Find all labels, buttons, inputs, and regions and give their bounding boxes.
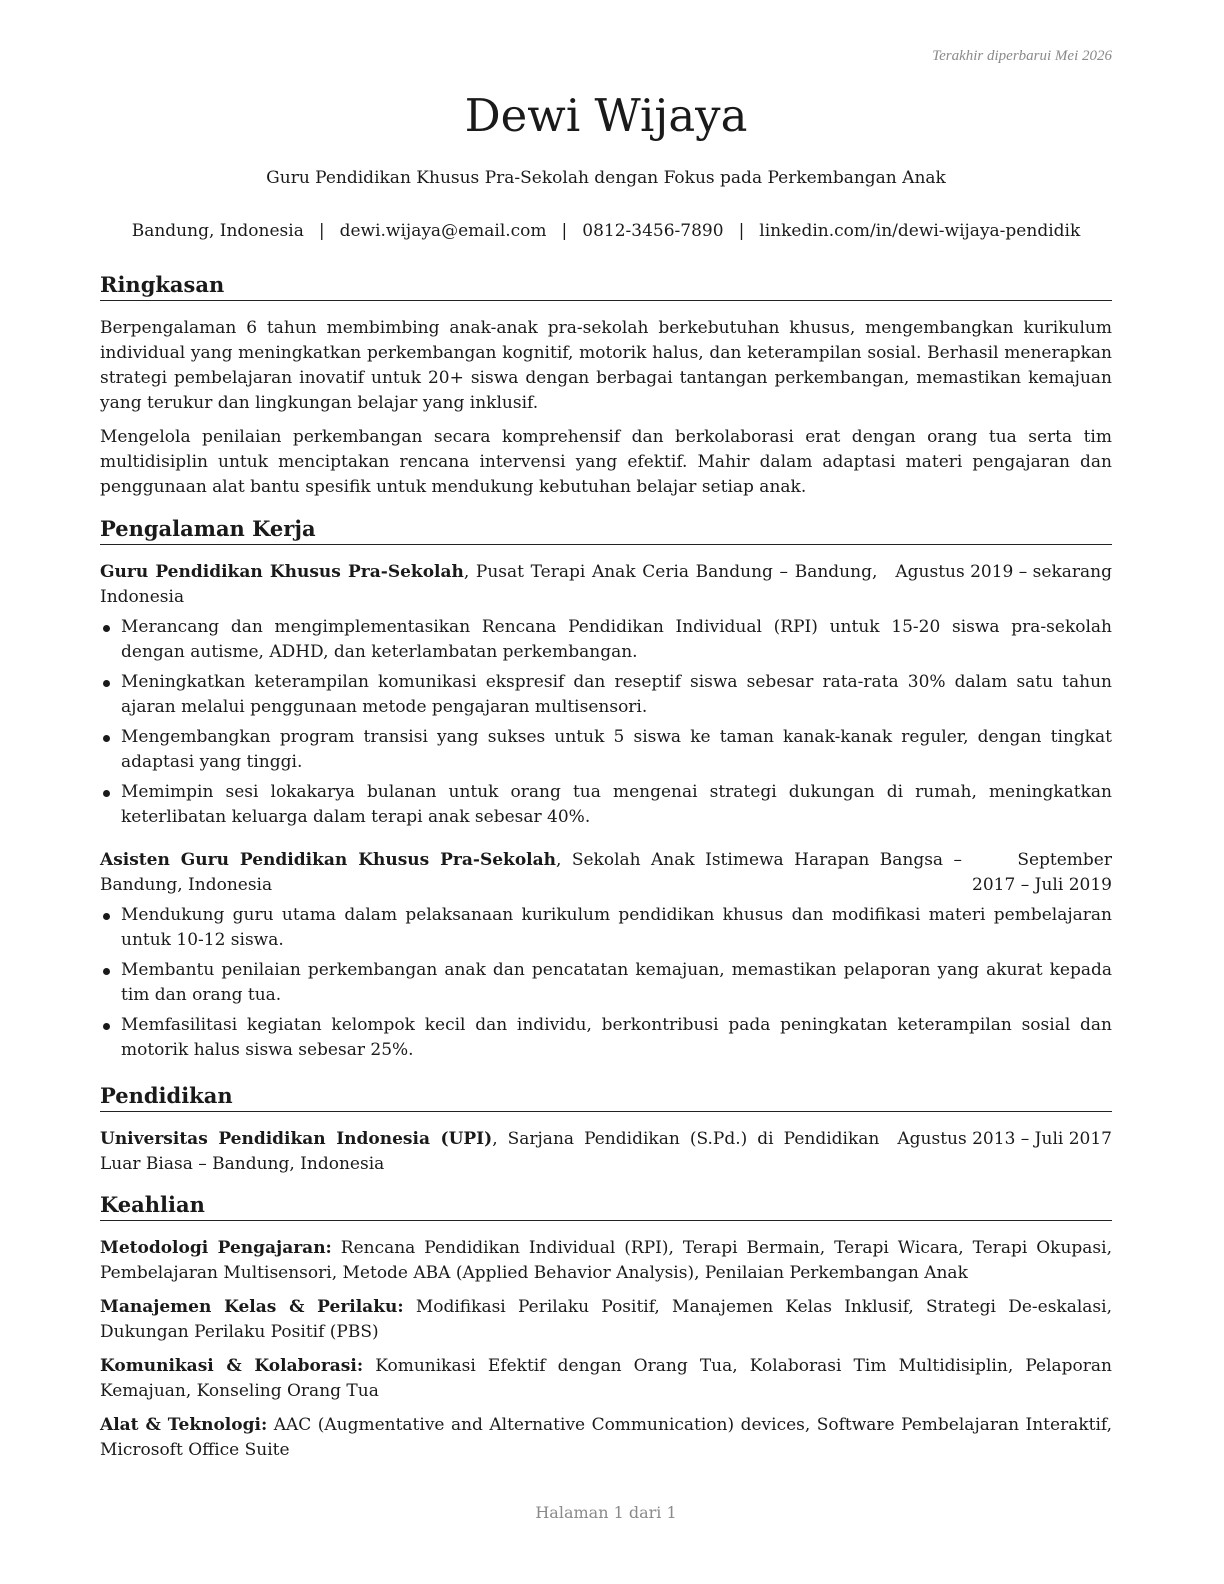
section-title-skills: Keahlian: [100, 1191, 1112, 1221]
education-dates: Agustus 2013 – Juli 2017: [897, 1129, 1112, 1149]
contact-location: Bandung, Indonesia: [131, 221, 304, 241]
section-title-education: Pendidikan: [100, 1082, 1112, 1112]
job-bullet: Meningkatkan keterampilan komunikasi ekspresif dan reseptif siswa sebesar rata-rata 30% dalam satu tahun ajaran melalui penggunaan metode pengajaran multisensori.: [100, 670, 1112, 720]
job-bullet: Mengembangkan program transisi yang sukses untuk 5 siswa ke taman kanak-kanak reguler, dengan tingkat adaptasi yang tinggi.: [100, 725, 1112, 775]
contact-separator: |: [738, 221, 745, 241]
section-title-summary: Ringkasan: [100, 271, 1112, 301]
skill-text: Modifikasi Perilaku Positif, Manajemen Kelas Inklusif, Strategi De-eskalasi, Dukungan Perilaku Positif (PBS): [100, 1297, 1112, 1342]
candidate-tagline: Guru Pendidikan Khusus Pra-Sekolah dengan Fokus pada Perkembangan Anak: [266, 168, 946, 188]
summary-paragraph: Berpengalaman 6 tahun membimbing anak-anak pra-sekolah berkebutuhan khusus, mengembangkan kurikulum individual yang meningkatkan perkembangan kognitif, motorik halus, dan keterampilan sosial. Berhasil menerapkan strategi pembelajaran inovatif untuk 20+ siswa dengan berbagai tantangan perkembangan, memastikan kemajuan yang terukur dan lingkungan belajar yang inklusif.: [100, 318, 1112, 413]
job-bullet: Mendukung guru utama dalam pelaksanaan kurikulum pendidikan khusus dan modifikasi materi pembelajaran untuk 10-12 siswa.: [100, 903, 1112, 953]
job-bullets: [100, 615, 1112, 830]
job-bullet: Memfasilitasi kegiatan kelompok kecil dan individu, berkontribusi pada peningkatan keterampilan sosial dan motorik halus siswa sebesar 25%.: [100, 1013, 1112, 1063]
job-organization: , Pusat Terapi Anak Ceria Bandung – Bandung, Indonesia: [100, 562, 878, 607]
job-role: Asisten Guru Pendidikan Khusus Pra-Sekolah: [100, 850, 556, 870]
job-entry: [100, 848, 1112, 1063]
education-degree: , Sarjana Pendidikan (S.Pd.) di Pendidikan Luar Biasa – Bandung, Indonesia: [100, 1129, 880, 1174]
job-bullets: [100, 903, 1112, 1063]
skill-label: Metodologi Pengajaran:: [100, 1238, 332, 1258]
skill-text: Komunikasi Efektif dengan Orang Tua, Kolaborasi Tim Multidisiplin, Pelaporan Kemajuan, Konseling Orang Tua: [100, 1356, 1112, 1401]
skill-group: [100, 1413, 1112, 1463]
skill-group: [100, 1236, 1112, 1286]
skill-text: AAC (Augmentative and Alternative Communication) devices, Software Pembelajaran Interaktif, Microsoft Office Suite: [100, 1415, 1112, 1460]
skill-text: Rencana Pendidikan Individual (RPI), Terapi Bermain, Terapi Wicara, Terapi Okupasi, Pembelajaran Multisensori, Metode ABA (Applied Behavior Analysis), Penilaian Perkembangan Anak: [100, 1238, 1112, 1283]
skill-label: Alat & Teknologi:: [100, 1415, 268, 1435]
page-number-footer: Halaman 1 dari 1: [535, 1503, 677, 1522]
summary-paragraph: Mengelola penilaian perkembangan secara komprehensif dan berkolaborasi erat dengan orang tua serta tim multidisiplin untuk menciptakan rencana intervensi yang efektif. Mahir dalam adaptasi materi pengajaran dan penggunaan alat bantu spesifik untuk mendukung kebutuhan belajar setiap anak.: [100, 427, 1112, 497]
job-bullet: Memimpin sesi lokakarya bulanan untuk orang tua mengenai strategi dukungan di rumah, meningkatkan keterlibatan keluarga dalam terapi anak sebesar 40%.: [100, 780, 1112, 830]
skill-label: Komunikasi & Kolaborasi:: [100, 1356, 364, 1376]
education-entry: [100, 1127, 1112, 1177]
contact-linkedin[interactable]: linkedin.com/in/dewi-wijaya-pendidik: [759, 221, 1081, 241]
job-dates: September 2017 – Juli 2019: [972, 850, 1112, 895]
job-header: [100, 560, 1112, 610]
skill-group: [100, 1295, 1112, 1345]
contact-line: [100, 219, 1112, 244]
contact-email[interactable]: dewi.wijaya@email.com: [339, 221, 547, 241]
section-title-experience: Pengalaman Kerja: [100, 515, 1112, 545]
education-school: Universitas Pendidikan Indonesia (UPI): [100, 1129, 493, 1149]
skill-group: [100, 1354, 1112, 1404]
candidate-name: Dewi Wijaya: [464, 89, 748, 142]
job-dates: Agustus 2019 – sekarang: [895, 562, 1112, 582]
skills-section: [100, 1191, 1112, 1463]
skill-label: Manajemen Kelas & Perilaku:: [100, 1297, 404, 1317]
job-bullet: Membantu penilaian perkembangan anak dan pencatatan kemajuan, memastikan pelaporan yang akurat kepada tim dan orang tua.: [100, 958, 1112, 1008]
job-organization: , Sekolah Anak Istimewa Harapan Bangsa – Bandung, Indonesia: [100, 850, 962, 895]
contact-phone: 0812-3456-7890: [582, 221, 724, 241]
job-header: [100, 848, 1112, 898]
experience-section: [100, 515, 1112, 1068]
job-bullet: Merancang dan mengimplementasikan Rencana Pendidikan Individual (RPI) untuk 15-20 siswa pra-sekolah dengan autisme, ADHD, dan keterlambatan perkembangan.: [100, 615, 1112, 665]
summary-section: [100, 271, 1112, 500]
contact-separator: |: [318, 221, 325, 241]
job-entry: [100, 560, 1112, 830]
education-section: [100, 1082, 1112, 1177]
contact-separator: |: [561, 221, 568, 241]
job-role: Guru Pendidikan Khusus Pra-Sekolah: [100, 562, 464, 582]
last-updated-note: Terakhir diperbarui Mei 2026: [932, 48, 1112, 64]
